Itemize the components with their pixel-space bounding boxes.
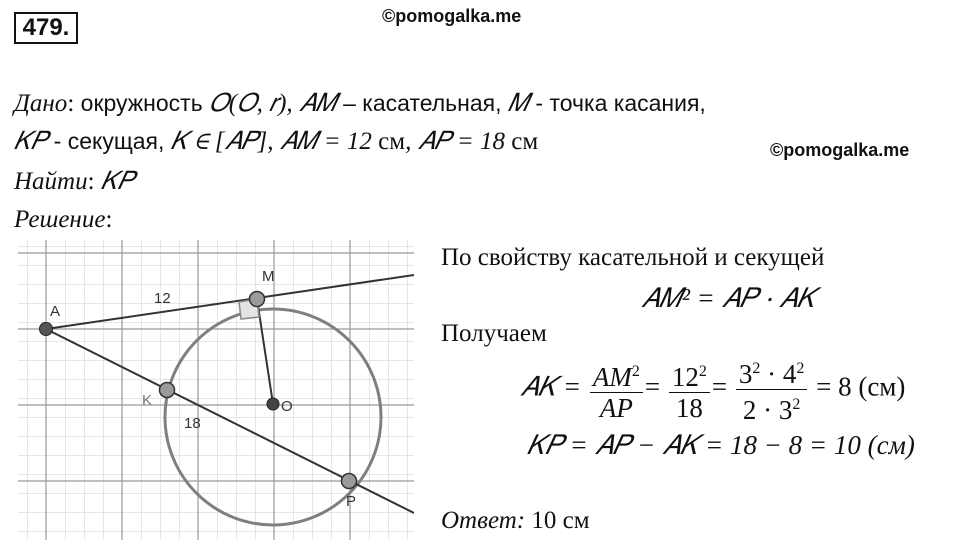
point-p bbox=[342, 474, 357, 489]
frac2-num: 12 bbox=[671, 361, 699, 392]
ak-lhs: 𝐴𝐾 = bbox=[520, 371, 582, 402]
frac3-num: 3 bbox=[738, 359, 753, 389]
find-line bbox=[14, 168, 134, 196]
label-m: M bbox=[262, 268, 275, 285]
find-value: 𝐾𝑃 bbox=[94, 168, 135, 195]
ak-result: = 8 (см) bbox=[816, 371, 906, 402]
point-k bbox=[160, 383, 175, 398]
frac2-num-sup: 2 bbox=[698, 362, 707, 380]
answer-value: 10 см bbox=[525, 507, 590, 534]
given-line-2 bbox=[14, 128, 538, 156]
frac1-num-sup: 2 bbox=[631, 362, 640, 380]
frac3-num-sup1: 2 bbox=[752, 360, 761, 377]
given-text-4: - секущая, bbox=[47, 128, 171, 154]
label-len-ap: 18 bbox=[184, 415, 201, 432]
ak-equation: 𝐴𝐾 = $\frac{AM^2}{AP}$ = $\frac{12^2}{18}$ = $\frac{3^2 \cdot 4^2}{2 \cdot 3^2}$ = 8 (см) bbox=[520, 354, 905, 425]
point-a bbox=[40, 323, 53, 336]
answer-label: Ответ: bbox=[441, 507, 526, 534]
fraction-3 bbox=[736, 354, 808, 425]
given-text-3: - точка касания, bbox=[529, 90, 706, 116]
point-m bbox=[250, 292, 265, 307]
frac1-den: AP bbox=[599, 392, 633, 423]
given-label: Дано bbox=[14, 90, 68, 117]
frac3-num-mid: · 4 bbox=[760, 359, 797, 389]
find-label: Найти bbox=[14, 168, 88, 195]
label-o: O bbox=[281, 398, 293, 415]
label-p: P bbox=[346, 493, 357, 510]
watermark-mid: ©pomogalka.me bbox=[770, 140, 910, 160]
label-len-am: 12 bbox=[154, 290, 171, 307]
formula-am2: 𝐴𝑀² = 𝐴𝑃 ⋅ 𝐴𝐾 bbox=[641, 283, 816, 313]
label-k: K bbox=[142, 392, 153, 409]
given-text-1: окружность bbox=[74, 90, 210, 116]
find-colon: : bbox=[87, 168, 95, 195]
solution-colon: : bbox=[105, 206, 113, 233]
fraction-1 bbox=[590, 357, 643, 423]
frac3-den: 2 · 3 bbox=[742, 395, 793, 425]
kp-equation: 𝐾𝑃 = 𝐴𝑃 − 𝐴𝐾 = 18 − 8 = 10 (см) bbox=[527, 430, 915, 460]
given-circle: 𝑂(𝑂, 𝑟), 𝐴𝑀 bbox=[209, 90, 337, 117]
label-a: A bbox=[50, 303, 61, 320]
given-line-1 bbox=[14, 90, 706, 118]
given-colon: : bbox=[67, 90, 75, 117]
given-unit-2: см bbox=[511, 128, 539, 155]
geometry-figure bbox=[18, 240, 414, 540]
frac3-num-sup2: 2 bbox=[796, 360, 805, 377]
fraction-2 bbox=[669, 357, 710, 423]
watermark-top: ©pomogalka.me bbox=[382, 6, 522, 26]
solution-line bbox=[14, 206, 112, 234]
solution-label: Решение bbox=[14, 206, 106, 233]
problem-number: 479. bbox=[14, 12, 78, 44]
given-math-1: 𝐾 ∈ [𝐴𝑃], 𝐴𝑀 = 12 bbox=[170, 128, 379, 155]
given-text-2: – касательная, bbox=[336, 90, 508, 116]
frac2-den: 18 bbox=[675, 392, 703, 423]
frac3-den-sup: 2 bbox=[792, 396, 801, 413]
property-text: По свойству касательной и секущей bbox=[441, 244, 825, 271]
given-kp: 𝐾𝑃 bbox=[14, 128, 48, 155]
point-o bbox=[267, 398, 279, 410]
given-unit-1: см bbox=[378, 128, 406, 155]
frac1-num: AM bbox=[592, 361, 632, 392]
given-math-2: , 𝐴𝑃 = 18 bbox=[405, 128, 512, 155]
answer-line bbox=[441, 507, 590, 535]
given-point-m: 𝑀 bbox=[507, 90, 530, 117]
obtain-text: Получаем bbox=[441, 320, 547, 347]
